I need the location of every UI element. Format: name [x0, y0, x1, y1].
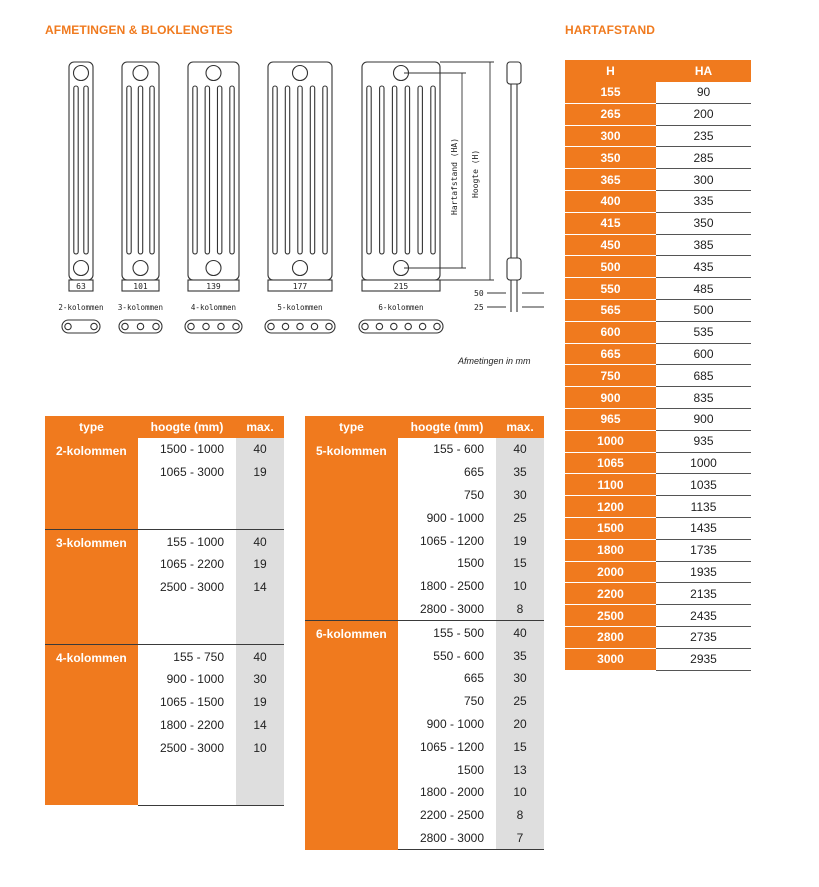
- h-cell: 1200: [565, 496, 656, 518]
- hoogte-cell: [138, 599, 236, 622]
- hoogte-cell: 550 - 600: [433, 648, 484, 663]
- h-cell: 1065: [565, 452, 656, 474]
- ha-cell: 935: [656, 430, 751, 452]
- hoogte-cell: 2500 - 3000: [159, 740, 224, 755]
- max-cell: 40: [496, 621, 544, 644]
- hoogte-cell: 1500: [457, 556, 484, 571]
- width-label: 63: [76, 282, 86, 291]
- max-cell: 14: [236, 714, 284, 737]
- max-cell: [236, 759, 284, 782]
- radiator-type-label: 5-kolommen: [277, 303, 323, 312]
- max-cell: 19: [236, 691, 284, 714]
- dim-50-label: 50: [474, 289, 484, 298]
- h-cell: 400: [565, 190, 656, 212]
- col-hoogte-header: hoogte (mm): [138, 416, 236, 438]
- length-table-left: [45, 416, 284, 806]
- h-cell: 2800: [565, 626, 656, 648]
- table-row: [565, 474, 751, 496]
- h-cell: 1100: [565, 474, 656, 496]
- max-cell: 15: [496, 735, 544, 758]
- max-cell: 10: [236, 736, 284, 759]
- section-icon: [359, 320, 443, 333]
- hoogte-cell: 1800 - 2000: [419, 785, 484, 800]
- max-cell: 25: [496, 690, 544, 713]
- width-label: 215: [393, 282, 409, 291]
- width-label: 139: [206, 282, 221, 291]
- ha-cell: 900: [656, 408, 751, 430]
- h-cell: 550: [565, 278, 656, 300]
- hoogte-cell: [138, 484, 236, 507]
- table-row: [565, 190, 751, 212]
- hartafstand-label: Hartafstand (HA): [450, 137, 459, 215]
- h-cell: 265: [565, 103, 656, 125]
- dimensions-note: Afmetingen in mm: [458, 356, 531, 366]
- width-label: 177: [292, 282, 308, 291]
- h-cell: 300: [565, 125, 656, 147]
- table-row: [565, 343, 751, 365]
- ha-cell: 385: [656, 234, 751, 256]
- table-row: [45, 530, 284, 553]
- h-cell: 600: [565, 321, 656, 343]
- col-h-header: H: [565, 60, 656, 82]
- section-icon: [62, 320, 100, 333]
- ha-cell: 90: [656, 82, 751, 103]
- col-type-header: type: [45, 416, 138, 438]
- table-row: [565, 82, 751, 103]
- type-cell: 4-kolommen: [45, 645, 138, 806]
- ha-cell: 285: [656, 147, 751, 169]
- col-max-header: max.: [236, 416, 284, 438]
- hoogte-label: Hoogte (H): [471, 149, 480, 198]
- max-cell: 14: [236, 576, 284, 599]
- 3-kolommen-radiator: [122, 62, 159, 291]
- type-cell: 2-kolommen: [45, 438, 138, 530]
- max-cell: 40: [496, 438, 544, 461]
- hoogte-cell: 900 - 1000: [166, 672, 224, 687]
- max-cell: [236, 484, 284, 507]
- max-cell: 19: [496, 529, 544, 552]
- max-cell: 10: [496, 575, 544, 598]
- h-cell: 365: [565, 169, 656, 191]
- table-row: [565, 517, 751, 539]
- ha-cell: 235: [656, 125, 751, 147]
- table-row: [565, 387, 751, 409]
- ha-cell: 535: [656, 321, 751, 343]
- ha-cell: 350: [656, 212, 751, 234]
- table-row: [565, 299, 751, 321]
- table-row: [565, 561, 751, 583]
- hoogte-cell: 750: [463, 487, 484, 502]
- ha-cell: 2435: [656, 605, 751, 627]
- col-max-header: max.: [496, 416, 544, 438]
- hoogte-cell: 155 - 500: [398, 621, 496, 644]
- dimensions-heading: AFMETINGEN & BLOKLENGTES: [45, 23, 233, 37]
- max-cell: [236, 621, 284, 644]
- table-row: [565, 408, 751, 430]
- h-cell: 415: [565, 212, 656, 234]
- hoogte-cell: 2800 - 3000: [419, 601, 484, 616]
- table-row: [305, 621, 544, 644]
- h-cell: 3000: [565, 648, 656, 670]
- hoogte-cell: 1065 - 1200: [419, 533, 484, 548]
- max-cell: 10: [496, 781, 544, 804]
- ha-cell: 835: [656, 387, 751, 409]
- hoogte-cell: 1800 - 2500: [419, 579, 484, 594]
- hoogte-cell: 1065 - 1200: [419, 739, 484, 754]
- h-cell: 450: [565, 234, 656, 256]
- hoogte-cell: 1800 - 2200: [159, 717, 224, 732]
- table-row: [305, 438, 544, 461]
- col-ha-header: HA: [656, 60, 751, 82]
- section-icon: [185, 320, 242, 333]
- hoogte-cell: 2800 - 3000: [398, 827, 496, 850]
- radiator-drawings: [62, 62, 443, 333]
- h-cell: 1500: [565, 517, 656, 539]
- table-row: [565, 626, 751, 648]
- max-cell: 30: [236, 668, 284, 691]
- table-row: [565, 605, 751, 627]
- max-cell: 30: [496, 667, 544, 690]
- max-cell: 13: [496, 758, 544, 781]
- max-cell: 35: [496, 644, 544, 667]
- radiator-diagram: [0, 0, 560, 360]
- hartafstand-table: [565, 60, 751, 671]
- max-cell: 35: [496, 461, 544, 484]
- type-cell: 6-kolommen: [305, 621, 398, 850]
- hoogte-cell: 1065 - 1500: [159, 695, 224, 710]
- hoogte-cell: 665: [463, 465, 484, 480]
- radiator-type-label: 2-kolommen: [58, 303, 104, 312]
- h-cell: 750: [565, 365, 656, 387]
- ha-cell: 2735: [656, 626, 751, 648]
- hartafstand-heading: HARTAFSTAND: [565, 23, 655, 37]
- h-cell: 500: [565, 256, 656, 278]
- table-row: [565, 103, 751, 125]
- 2-kolommen-radiator: [69, 62, 93, 291]
- radiator-type-label: 3-kolommen: [117, 303, 164, 312]
- h-cell: 1000: [565, 430, 656, 452]
- h-cell: 2500: [565, 605, 656, 627]
- hoogte-cell: 155 - 750: [138, 645, 236, 668]
- table-row: [565, 539, 751, 561]
- ha-cell: 1735: [656, 539, 751, 561]
- table-row: [565, 583, 751, 605]
- table-row: [565, 430, 751, 452]
- dim-25-label: 25: [474, 303, 484, 312]
- ha-cell: 685: [656, 365, 751, 387]
- type-cell: 5-kolommen: [305, 438, 398, 621]
- table-row: [45, 438, 284, 461]
- hoogte-cell: 900 - 1000: [426, 510, 484, 525]
- table-row: [565, 147, 751, 169]
- ha-cell: 2935: [656, 648, 751, 670]
- max-cell: 20: [496, 713, 544, 736]
- ha-cell: 335: [656, 190, 751, 212]
- table-row: [565, 278, 751, 300]
- table-row: [565, 125, 751, 147]
- max-cell: [236, 599, 284, 622]
- table-row: [565, 648, 751, 670]
- hoogte-cell: 155 - 1000: [138, 530, 236, 553]
- ha-cell: 2135: [656, 583, 751, 605]
- hoogte-cell: 155 - 600: [433, 442, 484, 457]
- max-cell: 15: [496, 552, 544, 575]
- table-row: [45, 645, 284, 668]
- max-cell: 8: [496, 804, 544, 827]
- ha-cell: 1935: [656, 561, 751, 583]
- max-cell: 40: [236, 438, 284, 461]
- table-row: [565, 169, 751, 191]
- max-cell: [236, 782, 284, 805]
- ha-cell: 485: [656, 278, 751, 300]
- h-cell: 665: [565, 343, 656, 365]
- ha-cell: 500: [656, 299, 751, 321]
- table-row: [565, 365, 751, 387]
- h-cell: 900: [565, 387, 656, 409]
- radiator-type-label: 6-kolommen: [378, 303, 424, 312]
- table-row: [565, 256, 751, 278]
- hoogte-cell: [138, 506, 236, 529]
- h-cell: 965: [565, 408, 656, 430]
- section-icon: [119, 320, 162, 333]
- ha-cell: 435: [656, 256, 751, 278]
- hoogte-cell: [138, 759, 236, 782]
- width-label: 101: [133, 282, 148, 291]
- h-cell: 350: [565, 147, 656, 169]
- table-row: [565, 452, 751, 474]
- ha-cell: 300: [656, 169, 751, 191]
- max-cell: 19: [236, 461, 284, 484]
- col-type-header: type: [305, 416, 398, 438]
- radiator-type-label: 4-kolommen: [190, 303, 237, 312]
- table-row: [565, 234, 751, 256]
- hoogte-cell: 2200 - 2500: [419, 808, 484, 823]
- max-cell: 19: [236, 553, 284, 576]
- ha-cell: 200: [656, 103, 751, 125]
- hoogte-cell: [138, 782, 236, 805]
- col-hoogte-header: hoogte (mm): [398, 416, 496, 438]
- hoogte-cell: 2500 - 3000: [159, 580, 224, 595]
- hoogte-cell: 1500: [457, 762, 484, 777]
- max-cell: 30: [496, 484, 544, 507]
- max-cell: 8: [496, 598, 544, 621]
- hoogte-cell: 1065 - 2200: [159, 557, 224, 572]
- hoogte-cell: 1500 - 1000: [159, 442, 224, 457]
- ha-cell: 1435: [656, 517, 751, 539]
- 4-kolommen-radiator: [188, 62, 239, 291]
- max-cell: 40: [236, 530, 284, 553]
- h-cell: 2000: [565, 561, 656, 583]
- max-cell: 7: [496, 827, 544, 850]
- h-cell: 2200: [565, 583, 656, 605]
- h-cell: 565: [565, 299, 656, 321]
- length-table-right: [305, 416, 544, 850]
- hoogte-cell: 750: [463, 694, 484, 709]
- h-cell: 155: [565, 82, 656, 103]
- ha-cell: 1035: [656, 474, 751, 496]
- hoogte-cell: 665: [463, 671, 484, 686]
- 5-kolommen-radiator: [268, 62, 332, 291]
- side-view: [487, 62, 544, 312]
- max-cell: 40: [236, 645, 284, 668]
- max-cell: [236, 506, 284, 529]
- ha-cell: 1000: [656, 452, 751, 474]
- hoogte-cell: [138, 621, 236, 644]
- h-cell: 1800: [565, 539, 656, 561]
- type-cell: 3-kolommen: [45, 530, 138, 645]
- section-icon: [265, 320, 335, 333]
- hoogte-cell: 1065 - 3000: [159, 465, 224, 480]
- max-cell: 25: [496, 506, 544, 529]
- table-row: [565, 496, 751, 518]
- 6-kolommen-radiator: [362, 62, 440, 291]
- hoogte-cell: 900 - 1000: [426, 716, 484, 731]
- table-row: [565, 321, 751, 343]
- ha-cell: 1135: [656, 496, 751, 518]
- ha-cell: 600: [656, 343, 751, 365]
- table-row: [565, 212, 751, 234]
